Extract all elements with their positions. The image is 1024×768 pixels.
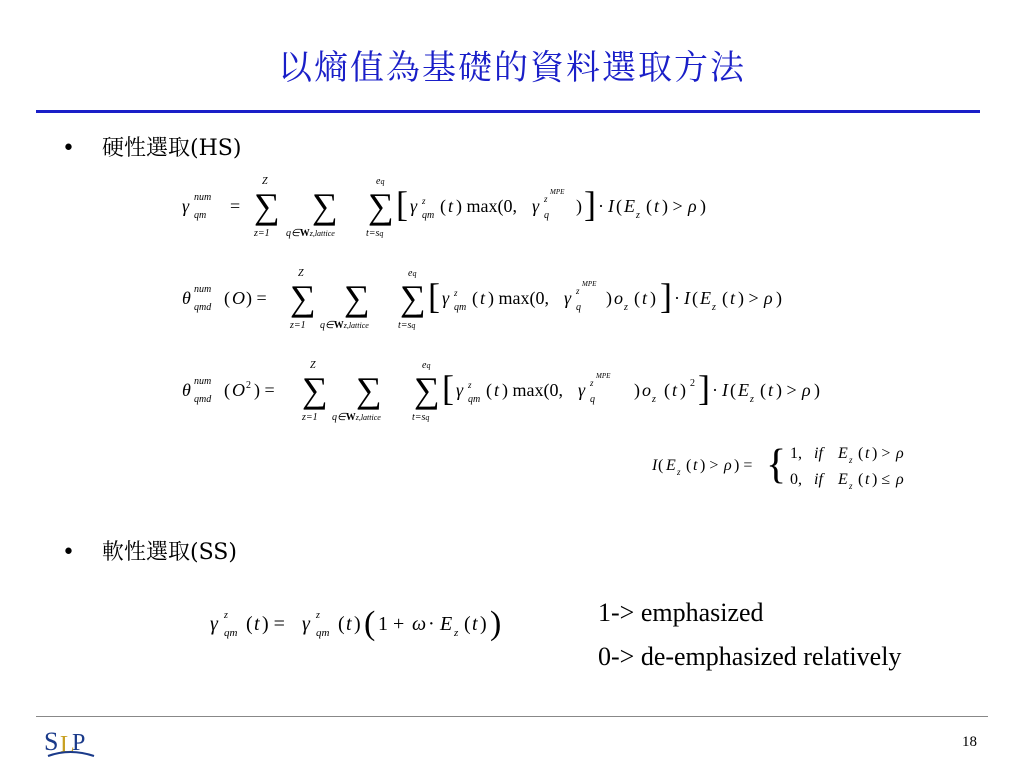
svg-text:q: q: [590, 394, 595, 405]
svg-text:) >: ) >: [776, 380, 797, 400]
svg-text:z: z: [576, 286, 580, 296]
svg-text:(: (: [224, 288, 230, 308]
svg-text:): ): [680, 380, 686, 400]
svg-text:): ): [576, 196, 582, 216]
svg-text:γ: γ: [410, 196, 418, 216]
svg-text:[: [: [396, 184, 408, 224]
svg-text:γ: γ: [578, 380, 586, 400]
svg-text:if: if: [814, 445, 823, 462]
svg-text:P: P: [72, 730, 86, 756]
svg-text:t: t: [254, 613, 260, 635]
bullet-dot: •: [62, 136, 75, 161]
svg-text:E: E: [666, 457, 676, 474]
svg-text:t=sq: t=sq: [412, 412, 430, 423]
svg-text:(: (: [760, 380, 766, 400]
svg-text:q∈Wz,lattice: q∈Wz,lattice: [320, 320, 369, 331]
svg-text:t: t: [654, 196, 660, 216]
svg-text:O: O: [232, 288, 245, 308]
svg-text:t: t: [865, 445, 870, 462]
svg-text:t: t: [480, 288, 486, 308]
svg-text:o: o: [614, 288, 623, 308]
svg-text:if: if: [814, 471, 823, 488]
svg-text:[: [: [428, 276, 440, 316]
svg-text:(: (: [364, 605, 376, 642]
svg-text:t: t: [672, 380, 678, 400]
svg-text:): ): [480, 613, 487, 635]
svg-text:t: t: [448, 196, 454, 216]
svg-text:(: (: [246, 613, 253, 635]
svg-text:E: E: [700, 288, 711, 308]
svg-text:·: ·: [428, 613, 435, 635]
bullet-label-ss: 軟性選取(SS): [102, 540, 237, 565]
svg-text:]: ]: [584, 184, 596, 224]
equation-hs-gamma: [178, 170, 778, 242]
svg-text:): ): [490, 605, 502, 642]
svg-text:γ: γ: [302, 613, 310, 635]
legend-emphasized: 1-> emphasized: [598, 598, 764, 627]
svg-text:): ): [354, 613, 361, 635]
svg-text:z=1: z=1: [290, 320, 306, 331]
svg-text:z: z: [624, 302, 628, 313]
svg-text:z: z: [750, 394, 754, 405]
svg-text:{: {: [766, 442, 787, 488]
svg-text:) >: ) >: [662, 196, 683, 216]
svg-text:I: I: [652, 457, 658, 474]
svg-text:z: z: [849, 481, 853, 491]
svg-text:t: t: [768, 380, 774, 400]
svg-text:I: I: [608, 196, 614, 216]
svg-text:qm: qm: [194, 210, 207, 221]
svg-text:∑: ∑: [356, 370, 382, 410]
svg-text:·: ·: [674, 288, 680, 308]
svg-text:) max(0,: ) max(0,: [502, 380, 563, 400]
svg-text:1 +: 1 +: [378, 613, 405, 635]
svg-text:t=sq: t=sq: [398, 320, 416, 331]
svg-text:o: o: [642, 380, 651, 400]
svg-text:): ): [814, 380, 820, 400]
svg-text:(: (: [224, 380, 230, 400]
slp-logo: [42, 722, 98, 762]
bullet-label-hs: 硬性選取(HS): [102, 136, 242, 161]
svg-text:z: z: [712, 302, 716, 313]
svg-text:t: t: [642, 288, 648, 308]
svg-text:t: t: [494, 380, 500, 400]
svg-text:MPE: MPE: [550, 188, 565, 196]
footer-divider: [36, 716, 988, 717]
svg-text:z: z: [677, 467, 681, 477]
svg-text:=: =: [230, 196, 241, 216]
svg-text:num: num: [194, 284, 212, 295]
svg-text:): ): [700, 196, 706, 216]
svg-text:]: ]: [660, 276, 672, 316]
svg-text:): ): [634, 380, 640, 400]
svg-text:γ: γ: [442, 288, 450, 308]
svg-text:num: num: [194, 192, 212, 203]
svg-text:I: I: [684, 288, 690, 308]
svg-text:θ: θ: [182, 380, 191, 400]
svg-text:) =: ) =: [246, 288, 267, 308]
slide-title: 以熵值為基礎的資料選取方法: [278, 48, 746, 88]
svg-text:γ: γ: [564, 288, 572, 308]
svg-text:qmd: qmd: [194, 394, 212, 405]
svg-text:ρ: ρ: [724, 457, 732, 474]
legend-de-emphasized: 0-> de-emphasized relatively: [598, 642, 902, 671]
svg-text:2: 2: [690, 378, 695, 389]
svg-text:I: I: [722, 380, 728, 400]
svg-text:ρ: ρ: [764, 288, 773, 308]
svg-text:): ): [776, 288, 782, 308]
svg-text:) ≤: ) ≤: [872, 471, 891, 488]
svg-text:t: t: [472, 613, 478, 635]
svg-text:E: E: [624, 196, 635, 216]
svg-text:(: (: [646, 196, 652, 216]
svg-text:z=1: z=1: [302, 412, 318, 423]
svg-text:t: t: [693, 457, 698, 474]
svg-text:(: (: [664, 380, 670, 400]
svg-text:) max(0,: ) max(0,: [456, 196, 517, 216]
svg-text:num: num: [194, 376, 212, 387]
svg-text:ω: ω: [412, 613, 427, 635]
svg-text:(: (: [686, 457, 692, 474]
svg-text:O: O: [232, 380, 245, 400]
svg-text:t: t: [865, 471, 870, 488]
svg-text:(: (: [338, 613, 345, 635]
svg-text:γ: γ: [182, 196, 190, 216]
svg-text:∑: ∑: [302, 370, 328, 410]
svg-text:qm: qm: [422, 210, 435, 221]
svg-text:z: z: [849, 455, 853, 465]
svg-text:z: z: [590, 378, 594, 388]
svg-text:E: E: [738, 380, 749, 400]
svg-text:(: (: [464, 613, 471, 635]
svg-text:ρ: ρ: [802, 380, 811, 400]
svg-text:Z: Z: [262, 176, 268, 187]
svg-text:Z: Z: [310, 360, 316, 371]
svg-text:) =: ) =: [254, 380, 275, 400]
svg-text:(: (: [722, 288, 728, 308]
svg-text:(: (: [692, 288, 698, 308]
svg-text:L: L: [60, 732, 75, 758]
svg-text:(: (: [486, 380, 492, 400]
svg-text:z: z: [224, 610, 228, 621]
svg-text:eq: eq: [408, 268, 417, 279]
equation-hs-theta-o: [178, 262, 838, 334]
svg-text:) >: ) >: [738, 288, 759, 308]
svg-text:(: (: [658, 457, 664, 474]
svg-text:ρ: ρ: [896, 471, 904, 488]
svg-text:(: (: [440, 196, 446, 216]
svg-text:z: z: [636, 210, 640, 221]
svg-text:∑: ∑: [400, 278, 426, 318]
svg-text:q: q: [576, 302, 581, 313]
page-number: 18: [962, 734, 977, 750]
svg-text:E: E: [838, 445, 848, 462]
svg-text:) >: ) >: [872, 445, 891, 462]
svg-text:q: q: [544, 210, 549, 221]
svg-text:qmd: qmd: [194, 302, 212, 313]
svg-text:z: z: [316, 610, 320, 621]
svg-text:q∈Wz,lattice: q∈Wz,lattice: [332, 412, 381, 423]
svg-text:q∈Wz,lattice: q∈Wz,lattice: [286, 228, 335, 239]
bullet-dot: •: [62, 540, 75, 565]
svg-text:E: E: [440, 613, 453, 635]
svg-text:2: 2: [246, 380, 251, 391]
svg-text:·: ·: [598, 196, 604, 216]
svg-text:eq: eq: [422, 360, 431, 371]
svg-text:γ: γ: [210, 613, 218, 635]
svg-text:z=1: z=1: [254, 228, 270, 239]
svg-text:z: z: [454, 627, 459, 639]
svg-text:]: ]: [698, 368, 710, 408]
equation-ss-gamma: [206, 596, 566, 652]
svg-text:) =: ) =: [734, 457, 753, 474]
equation-hs-theta-o2: [178, 354, 878, 426]
svg-text:MPE: MPE: [582, 280, 597, 288]
svg-text:[: [: [442, 368, 454, 408]
svg-text:t: t: [346, 613, 352, 635]
svg-text:qm: qm: [316, 627, 330, 639]
svg-text:Z: Z: [298, 268, 304, 279]
svg-text:∑: ∑: [414, 370, 440, 410]
svg-text:eq: eq: [376, 176, 385, 187]
svg-text:z: z: [422, 196, 426, 206]
svg-text:) max(0,: ) max(0,: [488, 288, 549, 308]
bullet-hard-selection: [62, 136, 241, 162]
svg-text:ρ: ρ: [688, 196, 697, 216]
svg-text:z: z: [468, 380, 472, 390]
svg-text:) >: ) >: [700, 457, 719, 474]
svg-text:(: (: [858, 471, 864, 488]
svg-text:·: ·: [712, 380, 718, 400]
svg-text:z: z: [454, 288, 458, 298]
equation-indicator-function: [648, 438, 948, 494]
title-divider: [36, 110, 980, 113]
svg-text:γ: γ: [456, 380, 464, 400]
svg-text:∑: ∑: [344, 278, 370, 318]
svg-text:(: (: [730, 380, 736, 400]
svg-text:1,: 1,: [790, 445, 802, 462]
svg-text:∑: ∑: [368, 186, 394, 226]
svg-text:): ): [606, 288, 612, 308]
svg-text:): ): [650, 288, 656, 308]
bullet-soft-selection: [62, 540, 237, 566]
svg-text:0,: 0,: [790, 471, 802, 488]
svg-text:(: (: [858, 445, 864, 462]
svg-text:t: t: [730, 288, 736, 308]
svg-text:MPE: MPE: [596, 372, 611, 380]
svg-text:ρ: ρ: [896, 445, 904, 462]
svg-text:(: (: [472, 288, 478, 308]
svg-text:qm: qm: [224, 627, 238, 639]
svg-text:qm: qm: [468, 394, 481, 405]
svg-text:z: z: [544, 194, 548, 204]
svg-text:t=sq: t=sq: [366, 228, 384, 239]
svg-text:) =: ) =: [262, 613, 285, 635]
svg-text:qm: qm: [454, 302, 467, 313]
svg-text:(: (: [634, 288, 640, 308]
svg-text:z: z: [652, 394, 656, 405]
svg-text:∑: ∑: [312, 186, 338, 226]
svg-text:(: (: [616, 196, 622, 216]
svg-text:∑: ∑: [290, 278, 316, 318]
svg-text:S: S: [44, 727, 59, 756]
svg-text:θ: θ: [182, 288, 191, 308]
svg-text:E: E: [838, 471, 848, 488]
svg-text:γ: γ: [532, 196, 540, 216]
svg-text:∑: ∑: [254, 186, 280, 226]
